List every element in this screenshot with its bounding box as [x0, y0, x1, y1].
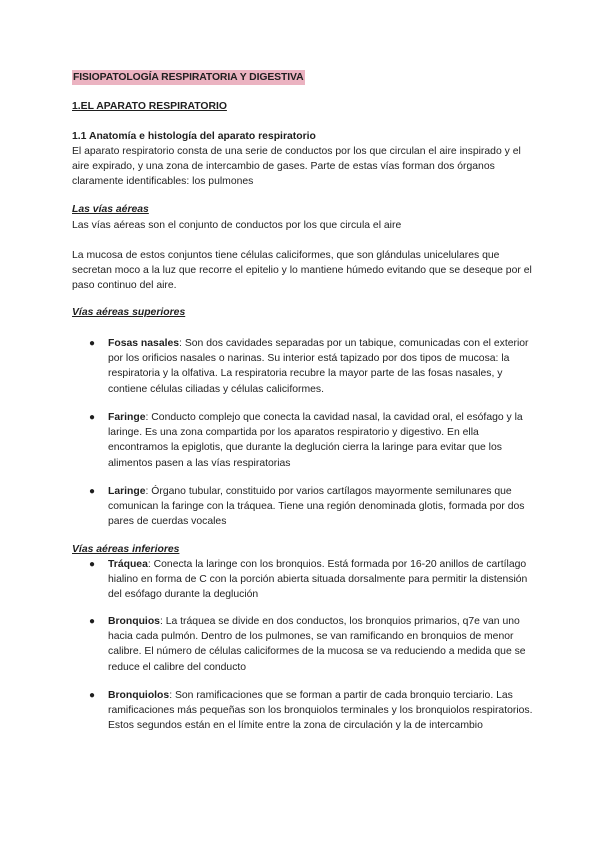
- list-item-text: : Conducto complejo que conecta la cavidad nasal, la cavidad oral, el esófago y la laringe. Es una zona compartida por los aparatos respiratorio y digestivo. En ella encontramos la epiglotis, que durante la deglución cierra la laringe para evitar que los alimentos pasen a las vías respiratorias: [108, 412, 523, 469]
- bullet-icon: ●: [89, 690, 96, 701]
- bullet-icon: ●: [89, 559, 96, 570]
- airways-paragraph: Las vías aéreas son el conjunto de conductos por los que circula el aire: [72, 220, 402, 231]
- list-item-bronquios: [89, 614, 533, 675]
- upper-airways-heading: Vías aéreas superiores: [72, 307, 186, 318]
- list-item-fosas-nasales: [89, 336, 533, 397]
- bullet-icon: ●: [89, 616, 96, 627]
- lower-airways-heading: Vías aéreas inferiores: [72, 544, 180, 555]
- list-item-traquea: [89, 557, 533, 603]
- bullet-icon: ●: [89, 412, 96, 423]
- subsection-heading: 1.1 Anatomía e histología del aparato respiratorio: [72, 131, 316, 142]
- document-title: FISIOPATOLOGÍA RESPIRATORIA Y DIGESTIVA: [72, 70, 305, 85]
- list-item-term: Fosas nasales: [108, 338, 180, 349]
- list-item-text: : Son dos cavidades separadas por un tabique, comunicadas con el exterior por los orificios nasales o narinas. Su interior está tapizado por dos tipos de mucosa: la respiratoria y la olfativa. La respiratoria recubre la mayor parte de las fosas nasales, y contiene células ciliadas y células caliciformes.: [108, 338, 529, 395]
- list-item-text: : Órgano tubular, constituido por varios cartílagos mayormente semilunares que comunican la faringe con la tráquea. Tiene una región denominada glotis, formada por dos pares de cuerdas vocales: [108, 486, 525, 528]
- list-item-term: Tráquea: [108, 559, 148, 570]
- list-item-term: Laringe: [108, 486, 146, 497]
- list-item-faringe: [89, 410, 533, 471]
- list-item-term: Faringe: [108, 412, 146, 423]
- list-item-bronquiolos: [89, 688, 533, 734]
- airways-heading: Las vías aéreas: [72, 204, 149, 215]
- mucosa-paragraph: La mucosa de estos conjuntos tiene células caliciformes, que son glándulas unicelulares que secretan moco a la luz que recorre el epitelio y lo mantiene húmedo evitando que se deseque por el paso continuo del aire.: [72, 250, 532, 292]
- list-item-text: : Son ramificaciones que se forman a partir de cada bronquio terciario. Las ramificaciones más pequeñas son los bronquiolos terminales y los bronquiolos respiratorios. Estos segundos están en el límite entre la zona de circulación y la de intercambio: [108, 690, 533, 732]
- list-item-laringe: [89, 484, 533, 530]
- list-item-term: Bronquios: [108, 616, 160, 627]
- list-item-text: : Conecta la laringe con los bronquios. Está formada por 16-20 anillos de cartílago hialino en forma de C con la porción abierta situada dorsalmente para permitir la distensión del esófago durante la deglución: [108, 559, 528, 601]
- section-heading: 1.EL APARATO RESPIRATORIO: [72, 101, 227, 112]
- intro-paragraph: El aparato respiratorio consta de una serie de conductos por los que circulan el aire inspirado y el aire expirado, y una zona de intercambio de gases. Parte de estas vías forman dos órganos claramente identificables: los pulmones: [72, 146, 521, 188]
- bullet-icon: ●: [89, 338, 96, 349]
- bullet-icon: ●: [89, 486, 96, 497]
- list-item-text: : La tráquea se divide en dos conductos, los bronquios primarios, q7e van uno hacia cada pulmón. Dentro de los pulmones, se van ramificando en bronquios de menor calibre. El número de células caliciformes de la mucosa se va reduciendo a medida que se reduce el calibre del conducto: [108, 616, 526, 673]
- list-item-term: Bronquiolos: [108, 690, 170, 701]
